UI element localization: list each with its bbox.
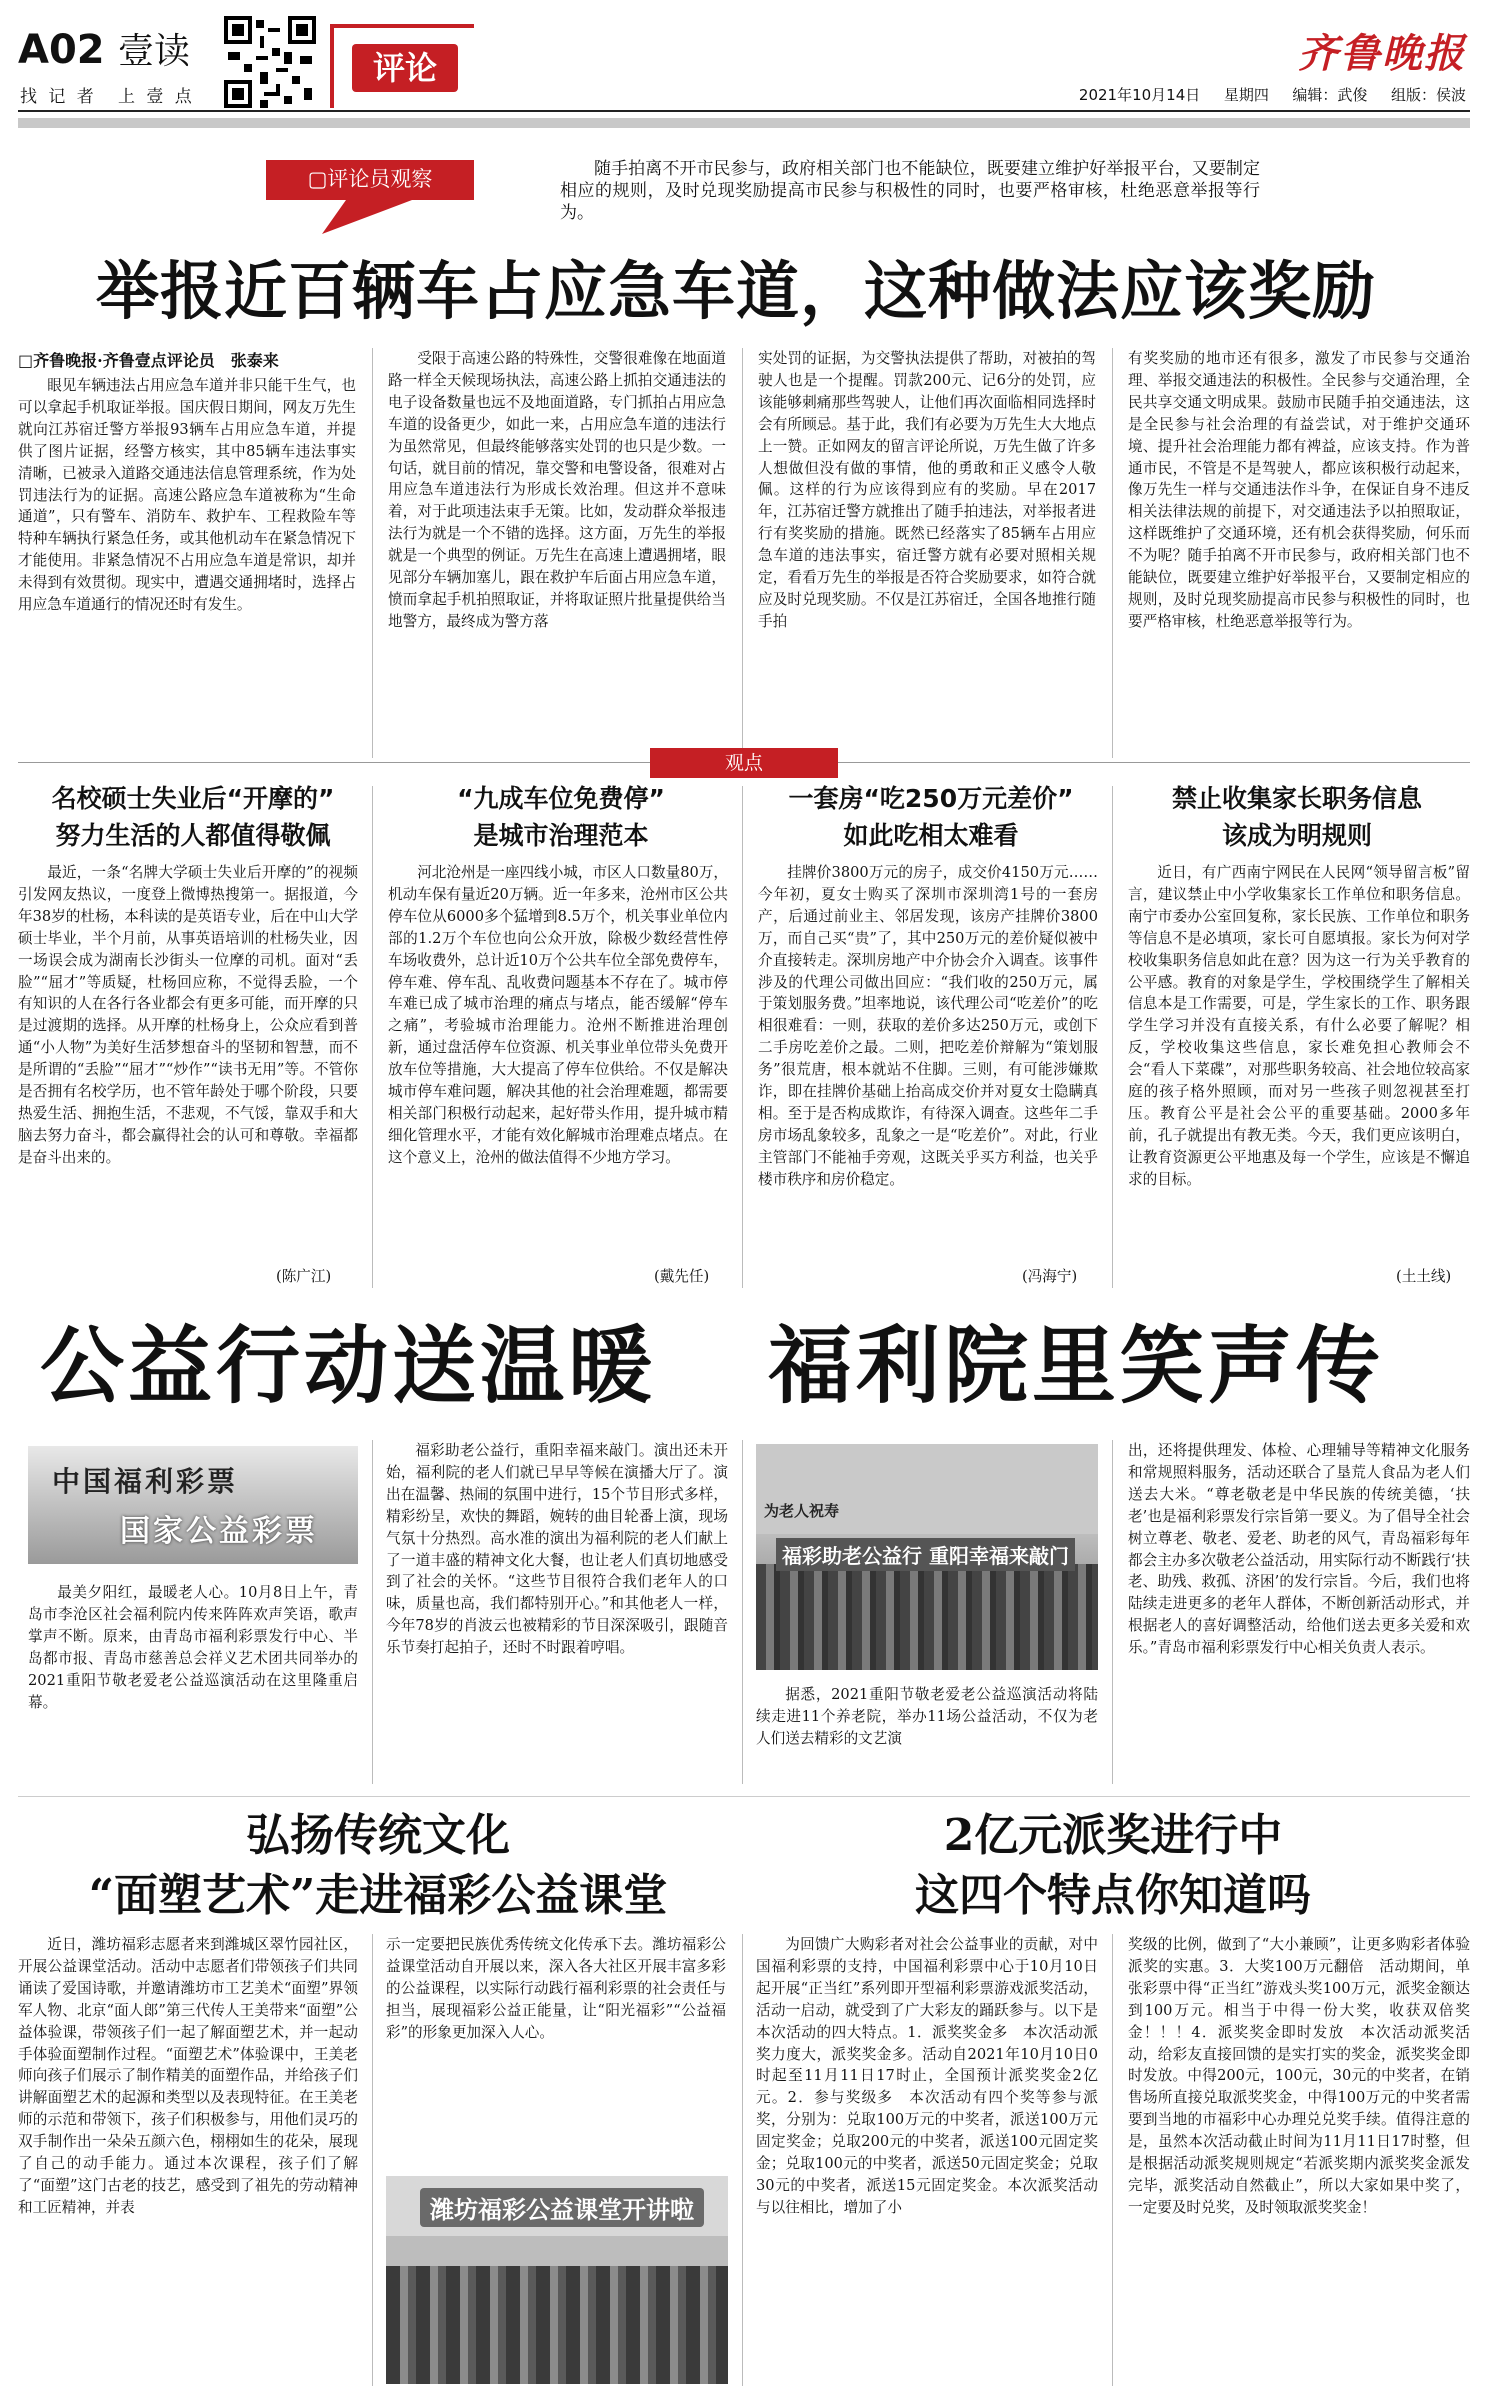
issue-weekday: 星期四 (1223, 86, 1269, 104)
welfare-photo-side-text: 为老人祝寿 (764, 1502, 840, 1520)
welfare-col-3: 据悉，2021重阳节敬老爱老公益巡演活动将陆续走进11个养老院，举办11场公益活动，不仅为老人们送去精彩的文艺演 (756, 1686, 1098, 1747)
lead-col-3: 实处罚的证据，为交警执法提供了帮助，对被拍的驾驶人也是一个提醒。罚款200元、记6分的处罚，应该能够刺痛那些驾驶人，让他们再次面临相同选择时会有所顾忌。基于此，我们有必要为万先生大大地点上一赞。正如网友的留言评论所说，万先生做了许多人想做但没有做的事情，他的勇敢和正义感令人敬佩。这样的行为应该得到应有的奖励。早在2017年，江苏宿迁警方就推出了随手拍违法，对举报者进行有奖奖励的措施。既然已经落实了85辆车占用应急车道的违法事实，宿迁警方就有必要对照相关规定，看看万先生的举报是否符合奖励要求，如符合就应及时兑现奖励。不仅是江苏宿迁，全国各地推行随手拍 (758, 350, 1096, 630)
opinion-1-title-line1: 名校硕士失业后“开摩的” (51, 784, 335, 813)
opinion-2-title-line1: “九成车位免费停” (457, 784, 665, 813)
welfare-photo-banner: 福彩助老公益行 重阳幸福来敲门 (776, 1538, 1075, 1571)
lead-col-4: 有奖奖励的地市还有很多，激发了市民参与交通治理、举报交通违法的积极性。全民参与交通治理，全民共享交通文明成果。鼓励市民随手拍交通违法，这是全民参与社会治理的有益尝试，对于维护交通环境、提升社会治理能力都有裨益，应该支持。作为普通市民，不管是不是驾驶人，都应该积极行动起来，像万先生一样与交通违法作斗争，在保证自身不违反相关法律法规的前提下，对交通违法予以拍照取证，这样既维护了交通环境，还有机会获得奖励，何乐而不为呢？随手拍离不开市民参与，政府相关部门也不能缺位，既要建立维护好举报平台，又要制定相应的规则，及时兑现奖励提高市民参与积极性的同时，也要严格审核，杜绝恶意举报等行为。 (1128, 350, 1470, 630)
opinion-2-title-line2: 是城市治理范本 (473, 821, 649, 850)
masthead-rule (18, 110, 1470, 112)
opinion-3-body: 挂牌价3800万元的房子，成交价4150万元……今年初，夏女士购买了深圳市深圳湾1号的一套房产，后通过前业主、邻居发现，该房产挂牌价3800万，而自己买“贵”了，其中250万元的差价疑似被中介直接转走。深圳房地产中介协会介入调查。该事件涉及的代理公司做出回应：“我们收的250万元，属于策划服务费。”坦率地说，该代理公司“吃差价”的吃相很难看：一则，获取的差价多达250万元，或创下二手房吃差价之最。二则，把吃差价辩解为“策划服务”很荒唐，根本就站不住脚。三则，有可能涉嫌欺诈，即在挂牌价基础上抬高成交价并对夏女士隐瞒真相。至于是否构成欺诈，有待深入调查。这些年二手房市场乱象较多，乱象之一是“吃差价”。对此，行业主管部门不能袖手旁观，这既关乎买方利益，也关乎楼市秩序和房价稳定。 (758, 864, 1098, 1188)
opinion-4-title (1122, 780, 1472, 854)
welfare-headline-right: 福利院里笑声传 (768, 1317, 1385, 1415)
opinion-3-title (756, 780, 1106, 854)
welfare-headline-left: 公益行动送温暖 (40, 1317, 657, 1415)
opinion-1-body: 最近，一条“名牌大学硕士失业后开摩的”的视频引发网友热议，一度登上微博热搜第一。据报道，今年38岁的杜杨，本科读的是英语专业，后在中山大学硕士毕业，半个月前，从事英语培训的杜杨失业，因一场误会成为湖南长沙街头一位摩的司机。面对“丢脸”“屈才”等质疑，杜杨回应称，不觉得丢脸，一个有知识的人在各行各业都会有更多可能，而开摩的只是过渡期的选择。从开摩的杜杨身上，公众应看到普通“小人物”为美好生活梦想奋斗的坚韧和智慧，而不是所谓的“丢脸”“屈才”“炒作”“读书无用”等。不管你是否拥有名校学历，也不管年龄处于哪个阶段，只要热爱生活、拥抱生活，不悲观，不气馁，靠双手和大脑去努力奋斗，都会赢得社会的认可和尊敬。幸福都是奋斗出来的。 (18, 864, 358, 1166)
opinion-3-title-line2: 如此吃相太难看 (843, 821, 1019, 850)
clay-art-title (18, 1806, 738, 1926)
column-tag (330, 24, 474, 108)
opinion-4-title-line2: 该成为明规则 (1221, 821, 1372, 850)
lottery-logo-line1: 中国福利彩票 (52, 1465, 239, 1498)
qr-code-icon (224, 16, 316, 108)
clay-art-title-line1: 弘扬传统文化 (246, 1810, 510, 1861)
clay-art-col-2: 示一定要把民族优秀传统文化传承下去。潍坊福彩公益课堂活动自开展以来，深入各大社区开展丰富多彩的公益课程，以实际行动践行福利彩票的社会责任与担当，展现福彩公益正能量，让“阳光福彩”“公益福彩”的形象更加深入人心。 (386, 1936, 726, 2041)
lead-col-1: 眼见车辆违法占用应急车道并非只能干生气，也可以拿起手机取证举报。国庆假日期间，网友万先生就向江苏宿迁警方举报93辆车占用应急车道，并提供了图片证据，经警方核实，其中85辆车违法事实清晰，已被录入道路交通违法信息管理系统，作为处罚违法行为的证据。高速公路应急车道被称为“生命通道”，只有警车、消防车、救护车、工程救险车等特种车辆执行紧急任务，或其他机动车在紧急情况下才能使用。非紧急情况不占用应急车道是常识，却并未得到有效贯彻。现实中，遭遇交通拥堵时，选择占用应急车道通行的情况还时有发生。 (18, 377, 356, 614)
lead-byline: □齐鲁晚报·齐鲁壹点评论员 张泰来 (18, 351, 279, 370)
issue-date: 2021年10月14日 (1078, 86, 1201, 104)
photo-children (386, 2266, 728, 2384)
lead-tag-label: 评论员观察 (327, 167, 433, 191)
clay-art-photo-banner: 潍坊福彩公益课堂开讲啦 (420, 2188, 704, 2227)
lead-tag-icon: ▢ (307, 167, 328, 191)
page-number: A02 (18, 27, 105, 73)
welfare-col-2: 福彩助老公益行，重阳幸福来敲门。演出还未开始，福利院的老人们就已早早等候在演播大厅了。演出在温馨、热闹的氛围中进行，15个节目形式多样，精彩纷呈，欢快的舞蹈，婉转的曲目轮番上演，现场气氛十分热烈。高水准的演出为福利院的老人们献上了一道丰盛的精神文化大餐，也让老人们真切地感受到了社会的关怀。“这些节目很符合我们老年人的口味，质量也高，我们都特别开心。”和其他老人一样，今年78岁的肖波云也被精彩的节目深深吸引，跟随音乐节奏打起拍子，还时不时跟着哼唱。 (386, 1442, 728, 1657)
editor: 编辑：武俊 (1292, 86, 1368, 104)
opinion-3-title-line1: 一套房“吃250万元差价” (788, 784, 1074, 813)
lottery-logo-line2: 国家公益彩票 (120, 1514, 318, 1549)
lottery-promo-col-1: 为回馈广大购彩者对社会公益事业的贡献，对中国福利彩票的支持，中国福利彩票中心于10月10日起开展“正当红”系列即开型福利彩票游戏派奖活动，活动一启动，就受到了广大彩友的踊跃参与。以下是本次活动的四大特点。1．派奖奖金多 本次活动派奖力度大，派奖奖金多。活动自2021年10月10日0时起至11月11日17时止，全国预计派奖奖金2亿元。2．参与奖级多 本次活动有四个奖等参与派奖，分别为：兑取100万元的中奖者，派送100万元固定奖金；兑取200元的中奖者，派送100元固定奖金；兑取100元的中奖者，派送50元固定奖金；兑取30元的中奖者，派送15元固定奖金。本次派奖活动与以往相比，增加了小 (756, 1936, 1098, 2216)
welfare-col-1: 最美夕阳红，最暖老人心。10月8日上午，青岛市李沧区社会福利院内传来阵阵欢声笑语，歌声掌声不断。原来，由青岛市福利彩票发行中心、半岛都市报、青岛市慈善总会祥义艺术团共同举办的2021重阳节敬老爱老公益巡演活动在这里隆重启幕。 (28, 1584, 358, 1711)
opinion-2-body: 河北沧州是一座四线小城，市区人口数量80万，机动车保有量近20万辆。近一年多来，沧州市区公共停车位从6000多个猛增到8.5万个，机关事业单位内部的1.2万个车位也向公众开放，除极少数经营性停车场收费外，总计近10万个公共车位全部免费停车，停车难、停车乱、乱收费问题基本不存在了。城市停车难已成了城市治理的痛点与堵点，能否缓解“停车之痛”，考验城市治理能力。沧州不断推进治理创新，通过盘活停车位资源、机关事业单位带头免费开放车位等措施，大大提高了停车位供给。不仅是解决城市停车难问题，解决其他的社会治理难题，都需要相关部门积极行动起来，起好带头作用，提升城市精细化管理水平，才能有效化解城市治理难点堵点。在这个意义上，沧州的做法值得不少地方学习。 (388, 864, 728, 1166)
clay-art-col-1: 近日，潍坊福彩志愿者来到潍城区翠竹园社区，开展公益课堂活动。活动中志愿者们带领孩子们共同诵读了爱国诗歌，并邀请潍坊市工艺美术“面塑”界领军人物、北京“面人郎”第三代传人王美带来“面塑”公益体验课，带领孩子们一起了解面塑艺术，并一起动手体验面塑制作过程。“面塑艺术”体验课中，王美老师向孩子们展示了制作精美的面塑作品，并给孩子们讲解面塑艺术的起源和类型以及表现特征。在王美老师的示范和带领下，孩子们积极参与，用他们灵巧的双手制作出一朵朵五颜六色，栩栩如生的花朵，展现了自己的动手能力。通过本次课程，孩子们了解了“面塑”这门古老的技艺，感受到了祖先的劳动精神和工匠精神，并表 (18, 1936, 358, 2216)
section-name: 壹读 (118, 31, 191, 72)
welfare-col-4: 出，还将提供理发、体检、心理辅导等精神文化服务和常规照料服务，活动还联合了垦荒人食品为老人们送去大米。“尊老敬老是中华民族的传统美德，‘扶老’也是福利彩票发行宗旨第一要义。为了倡导全社会树立尊老、敬老、爱老、助老的风气，青岛福彩每年都会主办多次敬老公益活动，用实际行动不断践行‘扶老、助残、救孤、济困’的发行宗旨。今后，我们也将陆续走进更多的老年人群体，不断创新活动形式，并根据老人的喜好调整活动，给他们送去更多关爱和欢乐。”青岛市福利彩票发行中心相关负责人表示。 (1128, 1442, 1470, 1657)
opinion-2-title (386, 780, 736, 854)
opinion-4-author: (土土线) (1390, 1266, 1451, 1288)
column-tag-label: 评论 (372, 49, 437, 87)
lottery-promo-title (756, 1806, 1470, 1926)
lottery-logo (28, 1446, 358, 1564)
slogan-left: 找 记 者 (20, 87, 97, 107)
designer: 组版：侯波 (1390, 86, 1466, 104)
masthead (0, 0, 1488, 128)
opinion-4-title-line1: 禁止收集家长职务信息 (1171, 784, 1422, 813)
clay-art-title-line2: “面塑艺术”走进福彩公益课堂 (88, 1870, 668, 1921)
clay-art-photo (386, 2176, 728, 2384)
slogan-right: 上 壹 点 (118, 87, 195, 107)
opinion-3-author: (冯海宁) (1016, 1266, 1077, 1288)
lead-summary: 随手拍离不开市民参与，政府相关部门也不能缺位，既要建立维护好举报平台，又要制定相应的规则，及时兑现奖励提高市民参与积极性的同时，也要严格审核，杜绝恶意举报等行为。 (560, 159, 1260, 223)
welfare-photo (756, 1444, 1098, 1670)
opinion-divider (650, 748, 838, 778)
lottery-promo-title-line2: 这四个特点你知道吗 (915, 1870, 1311, 1921)
paper-name: 齐鲁晚报 (1298, 30, 1466, 77)
photo-crowd (756, 1564, 1098, 1670)
lead-tag (262, 156, 478, 236)
lottery-promo-title-line1: 2亿元派奖进行中 (943, 1810, 1283, 1861)
lead-headline: 举报近百辆车占应急车道，这种做法应该奖励 (96, 255, 1376, 328)
issue-info (1079, 84, 1466, 105)
opinion-1-title (18, 780, 368, 854)
qr-code[interactable] (224, 16, 316, 108)
masthead-gray-band (18, 118, 1470, 128)
opinion-1-title-line2: 努力生活的人都值得敬佩 (55, 821, 331, 850)
opinion-2-author: (戴先任) (648, 1266, 709, 1288)
opinion-divider-label: 观点 (724, 752, 763, 774)
opinion-1-author: (陈广江) (270, 1266, 331, 1288)
opinion-4-body: 近日，有广西南宁网民在人民网“领导留言板”留言，建议禁止中小学收集家长工作单位和职务信息。南宁市委办公室回复称，家长民族、工作单位和职务等信息不是必填项，家长可自愿填报。家长为何对学校收集职务信息如此在意？因为这一行为关乎教育的公平感。教育的对象是学生，学校围绕学生了解相关信息本是工作需要，可是，学生家长的工作、职务跟学生学习并没有直接关系，有什么必要了解呢？相反，学校收集这些信息，家长难免担心教师会不会“看人下菜碟”，对那些职务较高、社会地位较高家庭的孩子格外照顾，而对另一些孩子则忽视甚至打压。教育公平是社会公平的重要基础。2000多年前，孔子就提出有教无类。今天，我们更应该明白，让教育资源更公平地惠及每一个学生，应该是不懈追求的目标。 (1128, 864, 1470, 1188)
section-rule (18, 1796, 1470, 1797)
lead-col-2: 受限于高速公路的特殊性，交警很难像在地面道路一样全天候现场执法，高速公路上抓拍交通违法的电子设备数量也远不及地面道路，专门抓拍占用应急车道的设备更少，如此一来，占用应急车道的违法行为虽然常见，但最终能够落实处罚的也只是少数。一句话，就目前的情况，靠交警和电警设备，很难对占用应急车道违法行为形成长效治理。但这并不意味着，对于此项违法束手无策。比如，发动群众举报违法行为就是一个不错的选择。这方面，万先生的举报就是一个典型的例证。万先生在高速上遭遇拥堵，眼见部分车辆加塞儿，跟在救护车后面占用应急车道，愤而拿起手机拍照取证，并将取证照片批量提供给当地警方，最终成为警方落 (388, 350, 726, 630)
lottery-promo-col-2: 奖级的比例，做到了“大小兼顾”，让更多购彩者体验派奖的实惠。3．大奖100万元翻倍 活动期间，单张彩票中得“正当红”游戏头奖100万元，派奖金额达到100万元。相当于中得一份大奖，收获双倍奖金！！！4．派奖奖金即时发放 本次活动派奖活动，给彩友直接回馈的是实打实的奖金，派奖奖金即时发放。中得200元，100元，30元的中奖者，在销售场所直接兑取派奖奖金，中得100万元的中奖者需要到当地的市福彩中心办理兑兑奖手续。值得注意的是，虽然本次活动截止时间为11月11日17时整，但是根据活动派奖规则规定“若派奖期内派奖奖金派发完毕，派奖活动自然截止”，所以大家如果中奖了，一定要及时兑奖，及时领取派奖奖金！ (1128, 1936, 1470, 2216)
